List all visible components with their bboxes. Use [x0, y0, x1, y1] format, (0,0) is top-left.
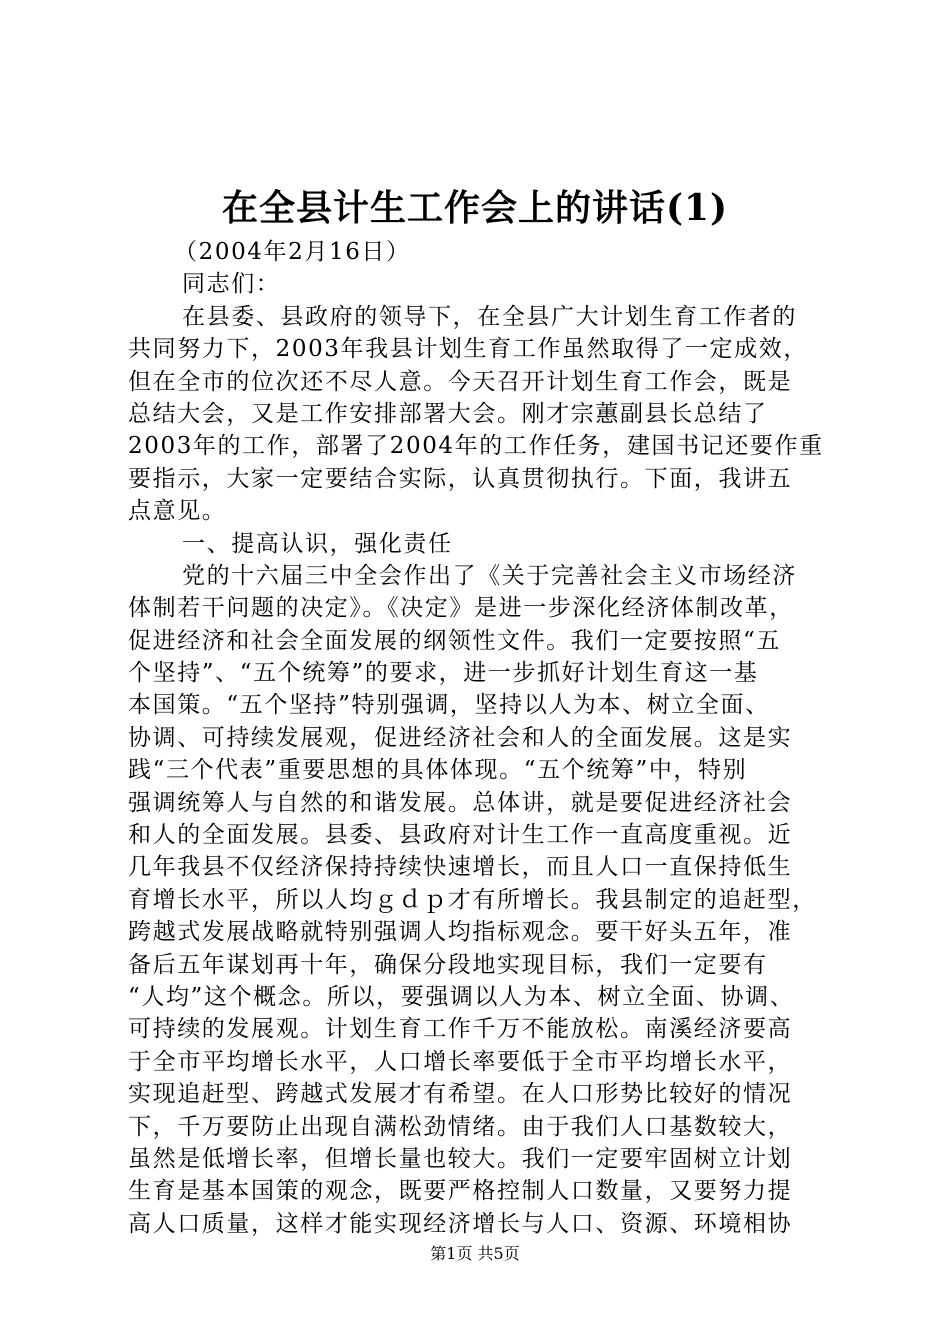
body-line: 备后五年谋划再十年，确保分段地实现目标，我们一定要有 [128, 951, 768, 978]
body-line: “人均”这个概念。所以，要强调以人为本、树立全面、协调、 [128, 983, 795, 1010]
body-line: 但在全市的位次还不尽人意。今天召开计划生育工作会，既是 [128, 368, 793, 395]
body-line: 跨越式发展战略就特别强调人均指标观念。要干好头五年，准 [128, 919, 793, 946]
body-line: 育增长水平，所以人均ｇｄｐ才有所增长。我县制定的追赶型， [128, 886, 817, 913]
body-line: 共同努力下，2003年我县计划生育工作虽然取得了一定成效， [128, 336, 808, 363]
body-line: 下，千万要防止出现自满松劲情绪。由于我们人口基数较大， [128, 1113, 793, 1140]
body-line: 实现追赶型、跨越式发展才有希望。在人口形势比较好的情况 [128, 1081, 793, 1108]
body-line: 点意见。 [128, 498, 227, 525]
body-line: 和人的全面发展。县委、县政府对计生工作一直高度重视。近 [128, 822, 793, 849]
body-line: 践“三个代表”重要思想的具体体现。“五个统筹”中，特别 [128, 757, 748, 784]
page-footer: 第1页 共5页 [430, 1244, 520, 1263]
body-line: 一、提高认识，强化责任 [182, 530, 453, 557]
body-line: 高人口质量，这样才能实现经济增长与人口、资源、环境相协 [128, 1210, 793, 1237]
body-line: 促进经济和社会全面发展的纲领性文件。我们一定要按照“五 [128, 627, 781, 654]
body-line: 总结大会，又是工作安排部署大会。刚才宗蕙副县长总结了 [128, 400, 768, 427]
body-line: 同志们： [182, 271, 281, 298]
body-line: 虽然是低增长率，但增长量也较大。我们一定要牢固树立计划 [128, 1145, 793, 1172]
body-line: 几年我县不仅经济保持持续快速增长，而且人口一直保持低生 [128, 854, 793, 881]
body-line: 在县委、县政府的领导下，在全县广大计划生育工作者的 [182, 303, 797, 330]
body-line: 本国策。“五个坚持”特别强调，坚持以人为本、树立全面、 [128, 692, 770, 719]
body-line: 个坚持”、“五个统筹”的要求，进一步抓好计划生育这一基 [128, 660, 759, 687]
body-line: 生育是基本国策的观念，既要严格控制人口数量，又要努力提 [128, 1178, 793, 1205]
body-line: （2004年2月16日） [174, 239, 411, 265]
body-line: 强调统筹人与自然的和谐发展。总体讲，就是要促进经济社会 [128, 789, 793, 816]
body-line: 要指示，大家一定要结合实际，认真贯彻执行。下面，我讲五 [128, 465, 793, 492]
body-line: 体制若干问题的决定》。《决定》是进一步深化经济体制改革， [128, 595, 794, 622]
body-line: 于全市平均增长水平，人口增长率要低于全市平均增长水平， [128, 1048, 793, 1075]
body-line: 2003年的工作，部署了2004年的工作任务，建国书记还要作重 [128, 433, 824, 460]
body-line: 党的十六届三中全会作出了《关于完善社会主义市场经济 [182, 562, 797, 589]
body-line: 协调、可持续发展观，促进经济社会和人的全面发展。这是实 [128, 724, 793, 751]
document-body [128, 236, 832, 1240]
document-title: 在全县计生工作会上的讲话(1) [221, 187, 729, 229]
body-line: 可持续的发展观。计划生育工作千万不能放松。南溪经济要高 [128, 1016, 793, 1043]
